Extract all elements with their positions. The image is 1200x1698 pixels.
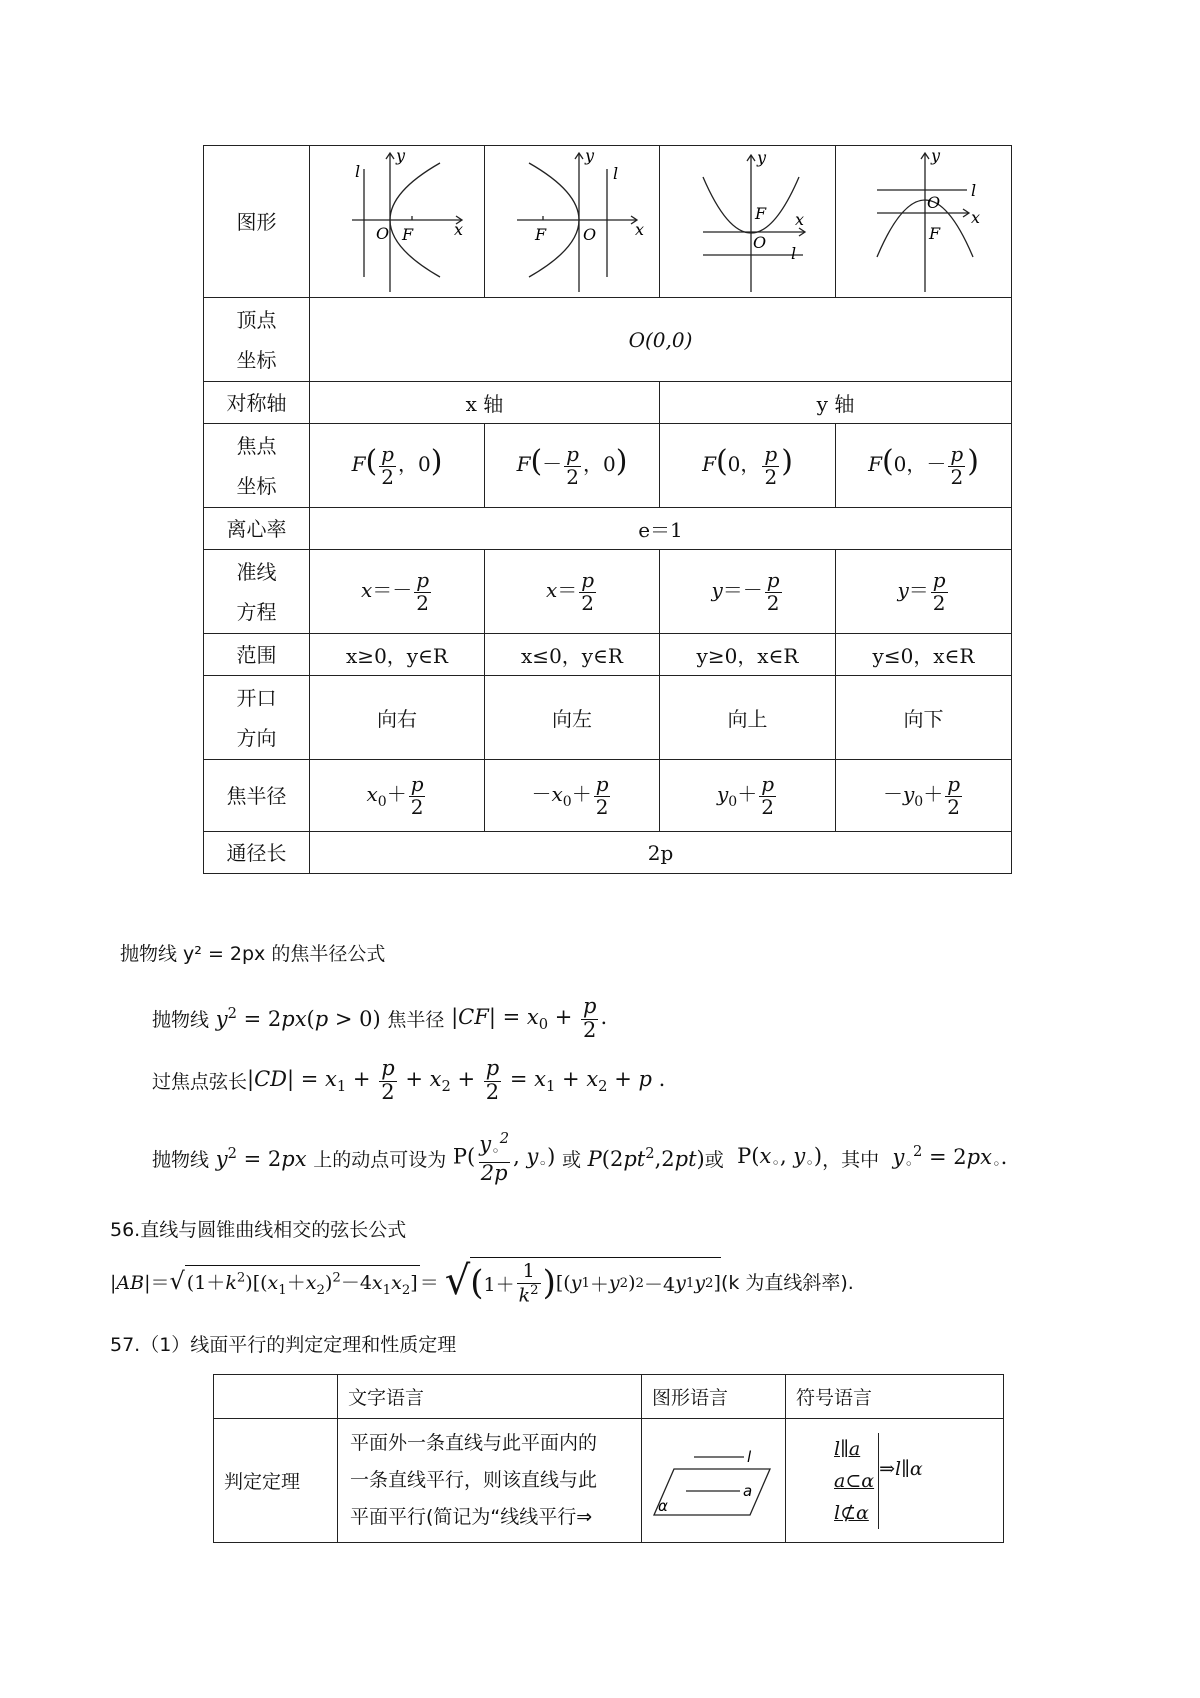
- chord-formula: |AB|＝ √ $(1+k^2)[(x_1+x_2)^2-4x_1x_2]$ ＝ √ ( 1＋ $\frac{1}{k^2}$ ) [( y 1 ＋ y 2 ) 2 －4 y 1 y 2 ] (k 为直线斜率).: [110, 1258, 854, 1307]
- eccentricity-value: e＝1: [310, 508, 1012, 550]
- header-symbol: 符号语言: [786, 1375, 1004, 1419]
- chord-heading: 56.直线与圆锥曲线相交的弦长公式: [110, 1218, 407, 1241]
- graph-up: [660, 146, 836, 298]
- row-latus-rectum: [204, 832, 1012, 874]
- opening-up: 向上: [660, 676, 836, 760]
- range-down: y≤0，x∈R: [836, 634, 1012, 676]
- opening-down: 向下: [836, 676, 1012, 760]
- focal-heading: 抛物线 y² = 2px 的焦半径公式: [120, 942, 386, 965]
- focal-radius-formula: 抛物线 $y^2 = 2px(p > 0)$ 焦半径 $|CF| = x_0$ + $\frac{p}{2}$ .: [152, 993, 608, 1042]
- directrix-down: y＝ $\frac{p}{2}$: [836, 550, 1012, 634]
- graph-left: [485, 146, 660, 298]
- directrix-left: x＝ $\frac{p}{2}$: [485, 550, 660, 634]
- svg-text:x: x: [635, 219, 645, 239]
- latus-rectum-value: 2p: [310, 832, 1012, 874]
- row-focal-radius: [204, 760, 1012, 832]
- svg-text:F: F: [754, 203, 766, 223]
- row-opening: [204, 676, 1012, 760]
- focus-up: F(0， $\frac{p}{2}$ ): [660, 424, 836, 508]
- opening-right: 向右: [310, 676, 485, 760]
- header-empty: [214, 1375, 338, 1419]
- svg-text:O: O: [752, 232, 766, 252]
- row-label-criterion: 判定定理: [214, 1419, 338, 1543]
- row-eccentricity: [204, 508, 1012, 550]
- row-graph: [204, 146, 1012, 298]
- svg-text:y: y: [585, 146, 595, 165]
- moving-point-formula: 抛物线 $y^2 = 2px$ 上的动点可设为 P( $\frac{y_◦^2}{2p}$ , $y_◦$) 或 $P(2pt^2,2pt)$ 或 $P(x_◦$, $y_◦$) ，其中 $y_◦^2 = 2px_◦$.: [152, 1130, 1008, 1185]
- focal-radius-left: $-x_0+$ $\frac{p}{2}$: [485, 760, 660, 832]
- row-vertex: [204, 298, 1012, 382]
- row-focus: [204, 424, 1012, 508]
- opening-left: 向左: [485, 676, 660, 760]
- focus-down: F(0，－ $\frac{p}{2}$ ): [836, 424, 1012, 508]
- range-right: x≥0，y∈R: [310, 634, 485, 676]
- svg-text:F: F: [928, 223, 940, 243]
- label-directrix: 准线 方程: [204, 550, 310, 634]
- directrix-up: y＝－ $\frac{p}{2}$: [660, 550, 836, 634]
- svg-text:F: F: [535, 224, 547, 244]
- criterion-figure: [642, 1419, 786, 1543]
- label-focus: 焦点 坐标: [204, 424, 310, 508]
- svg-text:l: l: [355, 161, 361, 181]
- plane-heading: 57.（1）线面平行的判定定理和性质定理: [110, 1333, 457, 1356]
- label-graph: 图形: [204, 146, 310, 298]
- plane-table-header: [214, 1375, 1004, 1419]
- svg-text:l: l: [790, 243, 796, 263]
- focal-radius-right: $x_0+$ $\frac{p}{2}$: [310, 760, 485, 832]
- svg-text:x: x: [794, 209, 804, 229]
- svg-text:x: x: [970, 207, 980, 227]
- row-axis: [204, 382, 1012, 424]
- criterion-conclusion: ⇒l∥α: [879, 1457, 923, 1480]
- chord-note: (k 为直线斜率).: [720, 1271, 854, 1294]
- svg-text:O: O: [926, 192, 940, 212]
- plane-table-row: [214, 1419, 1004, 1543]
- focal-radius-up: $y_0+$ $\frac{p}{2}$: [660, 760, 836, 832]
- row-range: [204, 634, 1012, 676]
- svg-text:l: l: [970, 180, 976, 200]
- svg-text:x: x: [454, 219, 464, 239]
- svg-text:y: y: [396, 146, 406, 165]
- label-eccentricity: 离心率: [204, 508, 310, 550]
- parabola-table: [203, 145, 1012, 874]
- range-left: x≤0，y∈R: [485, 634, 660, 676]
- label-latus-rectum: 通径长: [204, 832, 310, 874]
- label-opening: 开口 方向: [204, 676, 310, 760]
- svg-text:y: y: [756, 147, 766, 167]
- graph-down: [836, 146, 1012, 298]
- criterion-text: 平面外一条直线与此平面内的 一条直线平行，则该直线与此 平面平行(简记为“线线平行⇒: [338, 1419, 642, 1543]
- range-up: y≥0，x∈R: [660, 634, 836, 676]
- label-vertex: 顶点 坐标: [204, 298, 310, 382]
- focus-left: F(－ $\frac{p}{2}$ ，0): [485, 424, 660, 508]
- label-axis: 对称轴: [204, 382, 310, 424]
- label-range: 范围: [204, 634, 310, 676]
- vertex-value: O(0,0): [310, 298, 1012, 382]
- svg-text:y: y: [930, 146, 940, 165]
- svg-text:l: l: [613, 163, 619, 183]
- plane-parallel-table: [213, 1374, 1004, 1543]
- svg-text:a: a: [742, 1481, 752, 1500]
- focal-chord-formula: 过焦点弦长 $|CD| = x_1$ + $\frac{p}{2}$ + $x_2$ + $\frac{p}{2}$ = $x_1 + x_2 + p$ .: [152, 1055, 666, 1104]
- directrix-right: x＝－ $\frac{p}{2}$: [310, 550, 485, 634]
- header-figure: 图形语言: [642, 1375, 786, 1419]
- svg-text:l: l: [746, 1447, 751, 1466]
- svg-text:F: F: [402, 224, 414, 244]
- label-focal-radius: 焦半径: [204, 760, 310, 832]
- criterion-symbol: l∥a a⊂α l⊄α ⇒l∥α: [786, 1419, 1004, 1543]
- row-directrix: [204, 550, 1012, 634]
- graph-right: [310, 146, 485, 298]
- svg-text:O: O: [583, 224, 597, 244]
- header-text: 文字语言: [338, 1375, 642, 1419]
- axis-y: y 轴: [660, 382, 1012, 424]
- focal-radius-down: $-y_0+$ $\frac{p}{2}$: [836, 760, 1012, 832]
- svg-text:O: O: [376, 223, 390, 243]
- focus-right: F( $\frac{p}{2}$ ，0): [310, 424, 485, 508]
- axis-x: x 轴: [310, 382, 660, 424]
- svg-text:α: α: [657, 1496, 668, 1515]
